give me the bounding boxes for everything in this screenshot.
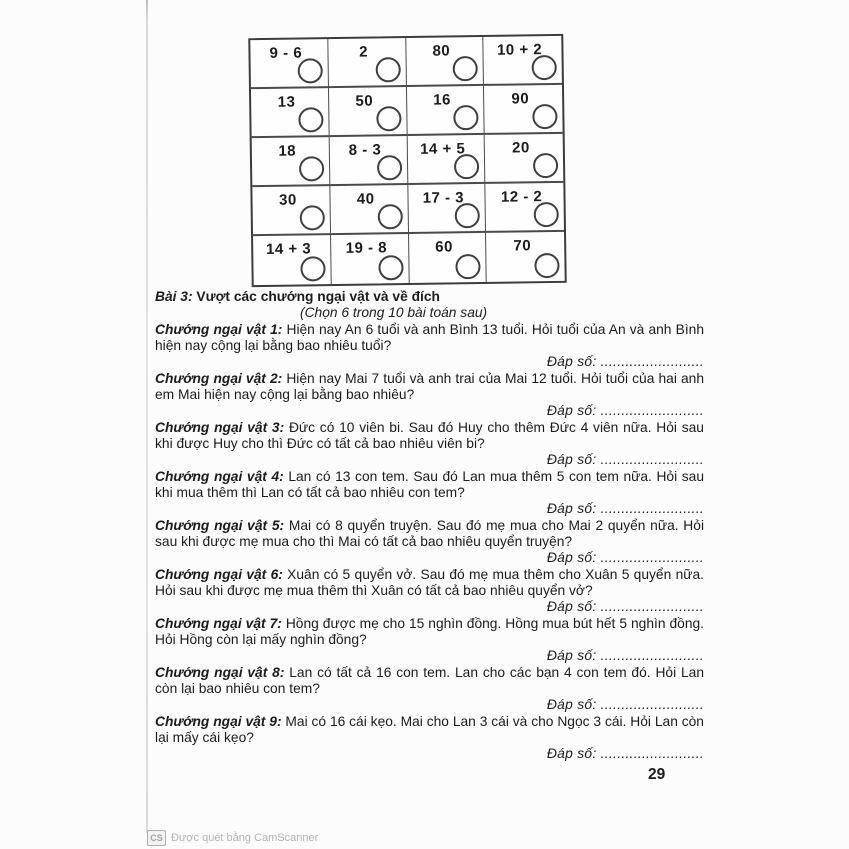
cell-expression: 60 [435, 238, 454, 256]
answer-circle [456, 254, 481, 279]
answer-line [155, 403, 704, 419]
table-cell [409, 233, 487, 283]
answer-dots: ......................... [600, 452, 704, 467]
answer-line [155, 648, 704, 664]
answer-line [155, 599, 704, 615]
problem-statement: Chướng ngại vật 7: Hồng được mẹ cho 15 nghìn đồng. Hồng mua bút hết 5 nghìn đồng. Hỏi Hồng còn lại mấy nghìn đồng? [155, 616, 705, 647]
answer-dots: ......................... [600, 550, 704, 565]
problem-label: Chướng ngại vật 8: [155, 665, 290, 680]
table-cell [406, 86, 484, 136]
problem [155, 469, 704, 517]
answer-circle [533, 153, 558, 178]
problem-statement: Chướng ngại vật 1: Hiện nay An 6 tuổi và anh Bình 13 tuổi. Hỏi tuổi của An và anh Bình hiện nay cộng lại bằng bao nhiêu tuổi? [155, 322, 704, 353]
cell-expression: 8 - 3 [348, 141, 382, 159]
problem [155, 322, 704, 370]
problems-list [155, 322, 704, 762]
answer-table [248, 34, 566, 287]
cell-expression: 50 [355, 92, 374, 110]
problem-statement: Chướng ngại vật 9: Mai có 16 cái kẹo. Mai cho Lan 3 cái và cho Ngọc 3 cái. Hỏi Lan còn lại mấy cái kẹo? [155, 714, 704, 745]
cell-expression: 20 [511, 139, 530, 157]
answer-circle [299, 205, 324, 230]
problem-label: Chướng ngại vật 6: [155, 567, 288, 582]
answer-label: Đáp số: [546, 354, 601, 369]
problem [155, 420, 704, 468]
problem-statement: Chướng ngại vật 3: Đức có 10 viên bi. Sau đó Huy cho thêm Đức 4 viên nữa. Hỏi sau khi được Huy cho thì Đức có tất cả bao nhiêu viên bi? [155, 420, 704, 451]
cell-expression: 18 [278, 142, 297, 160]
problem-statement: Chướng ngại vật 5: Mai có 8 quyển truyện. Sau đó mẹ mua cho Mai 2 quyển nữa. Hỏi sau khi được mẹ mua cho thì Mai có tất cả bao nhiêu quyển truyện? [155, 518, 705, 549]
table-cell [408, 184, 486, 234]
table-cell [329, 87, 407, 137]
problem-statement: Chướng ngại vật 8: Lan có tất cả 16 con tem. Lan cho các bạn 4 con tem đó. Hỏi Lan còn lại bao nhiêu con tem? [155, 665, 704, 696]
cell-expression: 14 + 5 [420, 140, 466, 158]
cell-expression: 17 - 3 [422, 189, 465, 207]
problem-statement: Chướng ngại vật 6: Xuân có 5 quyển vở. Sau đó mẹ mua thêm cho Xuân 5 quyển nữa. Hỏi sau khi được mẹ mua thêm thì Xuân có tất cả bao nhiêu quyển vở? [155, 567, 704, 598]
problem-label: Chướng ngại vật 7: [155, 616, 286, 631]
answer-circle [299, 156, 324, 181]
answer-circle [378, 255, 403, 280]
problem [155, 567, 704, 615]
cell-expression: 16 [433, 91, 451, 109]
table-cell [250, 39, 328, 89]
table-cell [252, 137, 330, 187]
problem [155, 371, 704, 419]
camscanner-text: Được quét bằng CamScanner [171, 832, 319, 844]
answer-line [155, 501, 704, 517]
page-edge-shadow [146, 0, 148, 833]
answer-label: Đáp số: [546, 599, 601, 614]
answer-circle [534, 202, 559, 227]
problem-label: Chướng ngại vật 5: [155, 518, 289, 533]
table-cell [328, 38, 406, 88]
answer-circle [376, 155, 401, 180]
cell-expression: 2 [359, 43, 369, 61]
cell-expression: 19 - 8 [345, 239, 388, 257]
answer-circle [297, 58, 322, 83]
answer-label: Đáp số: [546, 403, 601, 418]
table-cell [406, 37, 484, 87]
table-cell [486, 232, 564, 282]
cell-expression: 14 + 3 [265, 240, 312, 258]
problem-label: Chướng ngại vật 9: [155, 714, 286, 729]
table-cell [484, 36, 562, 86]
cell-expression: 70 [513, 237, 532, 255]
cell-expression: 13 [277, 93, 296, 111]
answer-label: Đáp số: [546, 746, 601, 761]
problem-statement: Chướng ngại vật 2: Hiện nay Mai 7 tuổi và anh trai của Mai 12 tuổi. Hỏi tuổi của hai anh em Mai hiện nay cộng lại bằng bao nhiêu? [155, 371, 705, 402]
problem [155, 714, 704, 762]
problem-label: Chướng ngại vật 3: [155, 420, 289, 435]
problem [155, 518, 704, 566]
exercise-content [155, 289, 704, 763]
camscanner-icon: CS [147, 830, 166, 846]
answer-dots: ......................... [600, 403, 704, 418]
answer-circle [376, 106, 401, 131]
answer-circle [532, 55, 557, 80]
answer-circle [454, 154, 479, 179]
answer-dots: ......................... [600, 354, 704, 369]
table-cell [486, 183, 564, 233]
table-cell [330, 185, 408, 235]
cell-expression: 40 [356, 190, 375, 208]
cell-expression: 80 [432, 42, 451, 60]
answer-circle [534, 253, 559, 278]
answer-circle [455, 203, 480, 228]
exercise-title-label: Bài 3: [155, 289, 193, 304]
answer-line [155, 452, 704, 468]
answer-circle [375, 57, 400, 82]
problem [155, 616, 704, 664]
problem-statement: Chướng ngại vật 4: Lan có 13 con tem. Sau đó Lan mua thêm 5 con tem nữa. Hỏi sau khi mua thêm thì Lan có tất cả bao nhiêu con tem? [155, 469, 704, 500]
table-cell [251, 88, 329, 138]
answer-line [155, 746, 704, 762]
problem-label: Chướng ngại vật 1: [155, 322, 287, 337]
cell-expression: 12 - 2 [500, 188, 543, 206]
answer-label: Đáp số: [546, 501, 601, 516]
table-cell [253, 235, 331, 285]
table-cell [484, 85, 562, 135]
answer-circle [532, 104, 557, 129]
answer-dots: ......................... [600, 599, 704, 614]
answer-line [155, 697, 704, 713]
answer-circle [300, 256, 325, 281]
answer-dots: ......................... [600, 746, 704, 761]
table-cell [252, 186, 330, 236]
answer-circle [298, 107, 323, 132]
answer-dots: ......................... [600, 697, 704, 712]
exercise-title [155, 289, 704, 305]
cell-expression: 10 + 2 [496, 41, 543, 59]
cell-expression: 9 - 6 [269, 44, 303, 62]
table-cell [407, 135, 485, 185]
answer-dots: ......................... [600, 648, 704, 663]
answer-label: Đáp số: [546, 452, 601, 467]
problem-label: Chướng ngại vật 2: [155, 371, 287, 386]
table-cell [331, 234, 409, 284]
answer-dots: ......................... [600, 501, 704, 516]
answer-circle [453, 105, 478, 130]
problem-label: Chướng ngại vật 4: [155, 469, 289, 484]
answer-circle [453, 56, 478, 81]
problem [155, 665, 704, 713]
table-cell [485, 134, 563, 184]
camscanner-watermark [147, 830, 318, 846]
answer-line [155, 550, 704, 566]
exercise-title-text: Vượt các chướng ngại vật và về đích [192, 289, 440, 304]
cell-expression: 30 [278, 191, 297, 209]
cell-expression: 90 [511, 90, 530, 108]
answer-label: Đáp số: [546, 697, 601, 712]
table-cell [329, 136, 407, 186]
page-number: 29 [648, 766, 666, 783]
answer-label: Đáp số: [546, 648, 601, 663]
answer-circle [377, 204, 402, 229]
answer-line [155, 354, 704, 370]
exercise-subtitle: (Chọn 6 trong 10 bài toán sau) [300, 305, 488, 320]
answer-label: Đáp số: [546, 550, 601, 565]
